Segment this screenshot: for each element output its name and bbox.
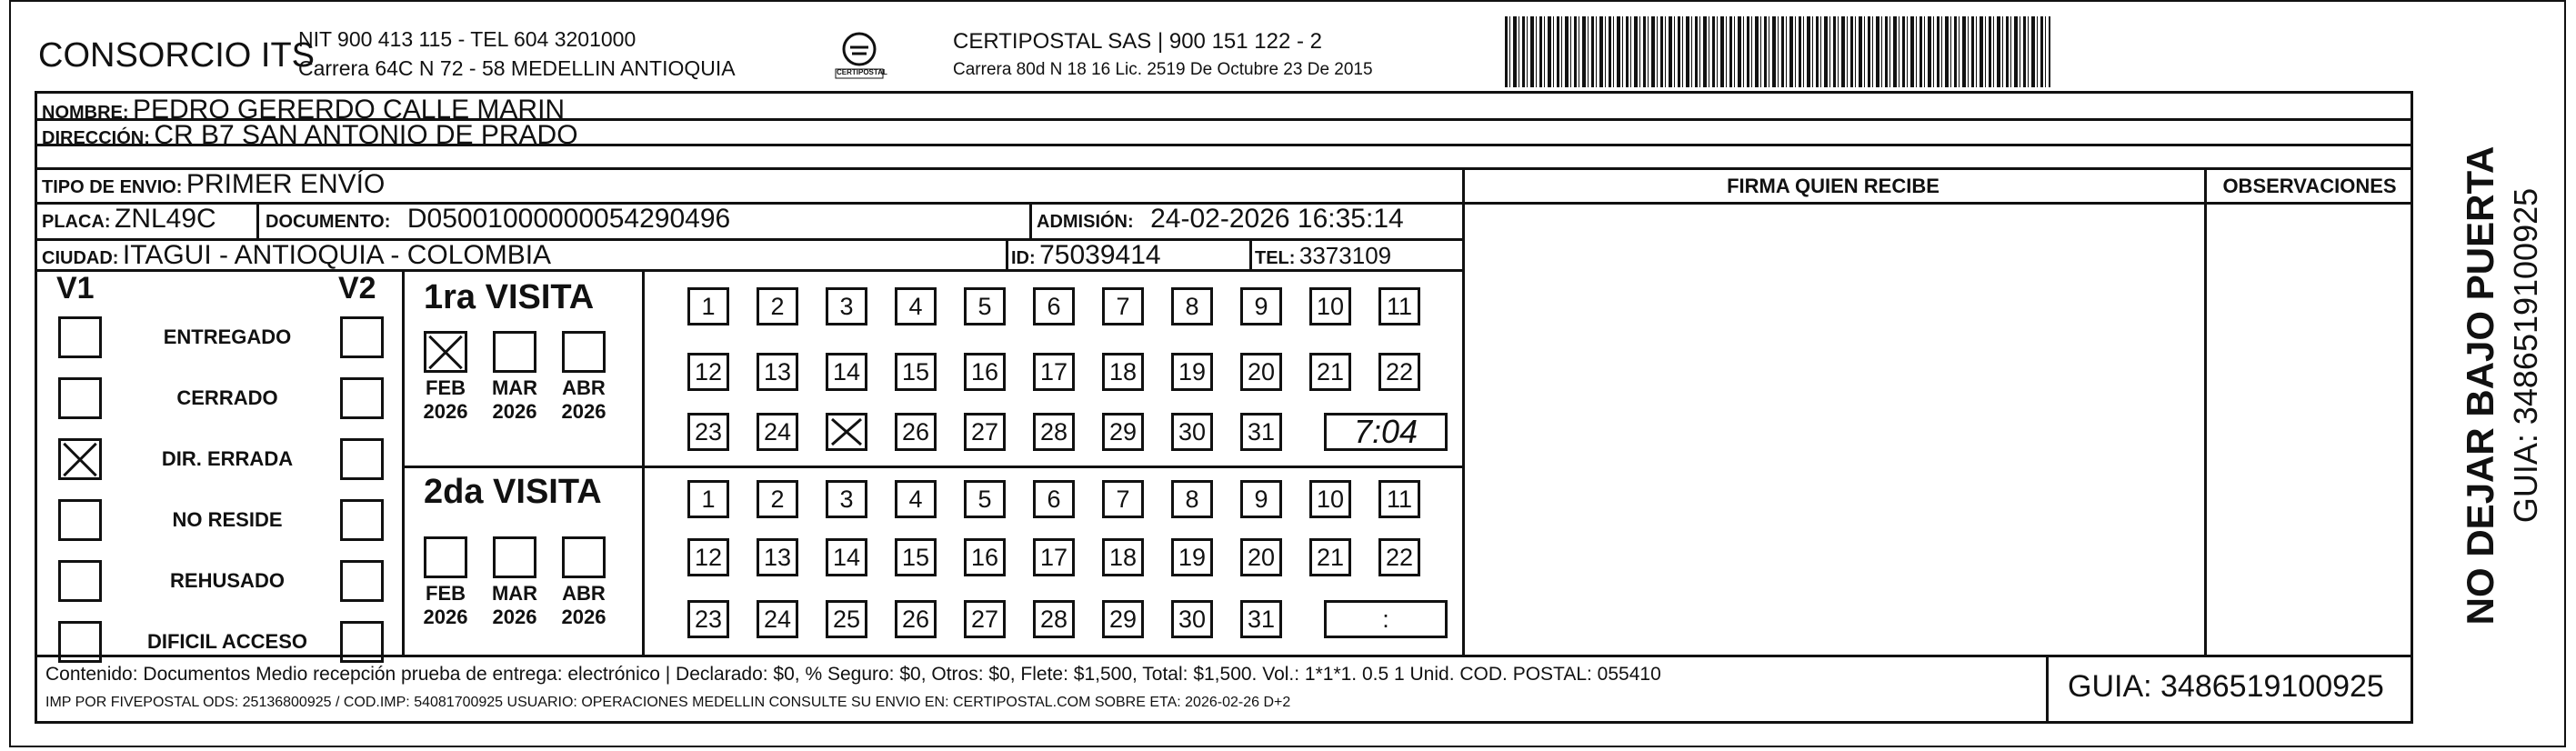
no-dejar-warning: NO DEJAR BAJO PUERTA xyxy=(2459,145,2501,626)
day-box[interactable]: 18 xyxy=(1102,353,1144,391)
month-label: MAR 2026 xyxy=(491,376,538,423)
day-box[interactable]: 6 xyxy=(1033,287,1075,325)
day-box[interactable]: 28 xyxy=(1033,600,1075,638)
ciudad-value: ITAGUI - ANTIOQUIA - COLOMBIA xyxy=(122,240,552,270)
day-box[interactable]: 8 xyxy=(1171,480,1213,518)
day-box[interactable]: 1 xyxy=(687,287,729,325)
tipo-label: TIPO DE ENVIO: xyxy=(42,177,183,197)
day-box[interactable]: 26 xyxy=(895,413,937,451)
status-option-label: REHUSADO xyxy=(170,569,285,592)
day-box[interactable]: 24 xyxy=(757,413,798,451)
day-box[interactable]: 27 xyxy=(964,413,1006,451)
certipostal-logo xyxy=(832,29,887,84)
day-box[interactable]: 13 xyxy=(757,353,798,391)
day-box[interactable]: 17 xyxy=(1033,353,1075,391)
firma-area[interactable] xyxy=(1466,205,2200,653)
month-checkbox[interactable] xyxy=(424,536,467,578)
day-box[interactable]: 29 xyxy=(1102,413,1144,451)
status-option-label: ENTREGADO xyxy=(163,325,292,348)
status-option-label: DIR. ERRADA xyxy=(161,447,294,470)
day-box[interactable]: 31 xyxy=(1240,413,1282,451)
footer-guia: GUIA: 3486519100925 xyxy=(2068,669,2384,704)
day-box[interactable]: 8 xyxy=(1171,287,1213,325)
month-label: ABR 2026 xyxy=(561,582,606,628)
v2-label: V2 xyxy=(338,271,376,305)
day-box[interactable]: 22 xyxy=(1378,353,1420,391)
id-value: 75039414 xyxy=(1039,240,1161,270)
v1-checkbox[interactable] xyxy=(58,377,102,419)
placa-value: ZNL49C xyxy=(115,204,216,234)
day-box[interactable]: 26 xyxy=(895,600,937,638)
day-box[interactable]: 7 xyxy=(1102,287,1144,325)
logo-text: CERTIPOSTAL xyxy=(837,68,887,76)
observaciones-area[interactable] xyxy=(2208,205,2410,653)
day-box[interactable]: 29 xyxy=(1102,600,1144,638)
barcode xyxy=(1505,16,2050,87)
month-checkbox[interactable] xyxy=(493,536,536,578)
admision-label: ADMISIÓN: xyxy=(1037,212,1134,232)
day-box[interactable]: 12 xyxy=(687,538,729,576)
v1-checkbox[interactable] xyxy=(58,316,102,358)
day-box[interactable]: 28 xyxy=(1033,413,1075,451)
v2-checkbox[interactable] xyxy=(340,560,384,602)
tel-label: TEL: xyxy=(1255,248,1296,268)
day-box[interactable]: 17 xyxy=(1033,538,1075,576)
day-box[interactable]: 3 xyxy=(826,480,867,518)
company-name: CONSORCIO ITS xyxy=(38,36,316,75)
documento-label: DOCUMENTO: xyxy=(266,212,391,232)
day-box[interactable]: 9 xyxy=(1240,287,1282,325)
v2-checkbox[interactable] xyxy=(340,438,384,480)
first-visit-title: 1ra VISITA xyxy=(424,278,595,316)
day-box[interactable]: 9 xyxy=(1240,480,1282,518)
documento-row xyxy=(266,204,730,235)
x-mark-icon xyxy=(828,416,865,448)
day-box[interactable]: 24 xyxy=(757,600,798,638)
day-box[interactable]: 14 xyxy=(826,353,867,391)
day-box[interactable]: 19 xyxy=(1171,538,1213,576)
day-box[interactable]: 3 xyxy=(826,287,867,325)
day-box[interactable]: 16 xyxy=(964,538,1006,576)
contenido-line: Contenido: Documentos Medio recepción prueba de entrega: electrónico | Declarado: $0, % Seguro: $0, Otros: $0, Flete: $1,500, Total: $1,500. Vol.: 1*1*1. 0.5 1 Unid. COD. POSTAL: 055410 xyxy=(45,664,1661,685)
day-box[interactable] xyxy=(826,413,867,451)
admision-value: 24-02-2026 16:35:14 xyxy=(1150,204,1404,234)
time-box[interactable]: : xyxy=(1324,600,1448,638)
day-box[interactable]: 7 xyxy=(1102,480,1144,518)
day-box[interactable]: 6 xyxy=(1033,480,1075,518)
firma-header: FIRMA QUIEN RECIBE xyxy=(1727,175,1940,197)
v1-label: V1 xyxy=(56,271,95,305)
month-label: FEB 2026 xyxy=(423,376,468,423)
v1-checkbox[interactable] xyxy=(58,621,102,663)
day-box[interactable]: 18 xyxy=(1102,538,1144,576)
day-box[interactable]: 22 xyxy=(1378,538,1420,576)
month-label: MAR 2026 xyxy=(491,582,538,628)
day-box[interactable]: 15 xyxy=(895,353,937,391)
direccion-row xyxy=(42,120,578,151)
courier-address: Carrera 80d N 18 16 Lic. 2519 De Octubre 23 De 2015 xyxy=(953,60,1373,79)
day-box[interactable]: 30 xyxy=(1171,413,1213,451)
v2-checkbox[interactable] xyxy=(340,499,384,541)
day-box[interactable]: 12 xyxy=(687,353,729,391)
side-text xyxy=(2417,0,2562,751)
second-visit-title: 2da VISITA xyxy=(424,473,602,511)
day-box[interactable]: 23 xyxy=(687,600,729,638)
day-box[interactable]: 30 xyxy=(1171,600,1213,638)
day-box[interactable]: 25 xyxy=(826,600,867,638)
month-label: FEB 2026 xyxy=(423,582,468,628)
v2-checkbox[interactable] xyxy=(340,621,384,663)
company-address: Carrera 64C N 72 - 58 MEDELLIN ANTIOQUIA xyxy=(298,56,736,80)
side-guia: GUIA: 3486519100925 xyxy=(2507,187,2544,524)
day-box[interactable]: 5 xyxy=(964,480,1006,518)
day-box[interactable]: 14 xyxy=(826,538,867,576)
ciudad-row xyxy=(42,240,551,271)
v1-checkbox[interactable] xyxy=(58,560,102,602)
month-checkbox[interactable] xyxy=(493,331,536,373)
day-box[interactable]: 10 xyxy=(1309,287,1351,325)
nombre-label: NOMBRE: xyxy=(42,103,129,123)
v1-checkbox[interactable] xyxy=(58,499,102,541)
month-checkbox[interactable] xyxy=(562,331,606,373)
day-box[interactable]: 16 xyxy=(964,353,1006,391)
tel-row xyxy=(1255,242,1391,270)
company-nit: NIT 900 413 115 - TEL 604 3201000 xyxy=(298,27,636,51)
nombre-value: PEDRO GERERDO CALLE MARIN xyxy=(133,95,566,125)
day-box[interactable]: 1 xyxy=(687,480,729,518)
status-option-label: DIFICIL ACCESO xyxy=(146,630,307,653)
day-box[interactable]: 4 xyxy=(895,287,937,325)
direccion-value: CR B7 SAN ANTONIO DE PRADO xyxy=(154,120,578,150)
v2-checkbox[interactable] xyxy=(340,377,384,419)
day-box[interactable]: 2 xyxy=(757,287,798,325)
status-option-label: NO RESIDE xyxy=(172,508,283,531)
day-box[interactable]: 11 xyxy=(1378,287,1420,325)
admision-row xyxy=(1037,204,1404,235)
day-box[interactable]: 21 xyxy=(1309,538,1351,576)
observaciones-header: OBSERVACIONES xyxy=(2222,175,2397,197)
tel-value: 3373109 xyxy=(1298,242,1392,269)
courier-name: CERTIPOSTAL SAS | 900 151 122 - 2 xyxy=(953,29,1322,54)
day-box[interactable]: 23 xyxy=(687,413,729,451)
day-box[interactable]: 31 xyxy=(1240,600,1282,638)
day-box[interactable]: 27 xyxy=(964,600,1006,638)
documento-value: D05001000000054290496 xyxy=(406,204,731,234)
month-checkbox[interactable] xyxy=(562,536,606,578)
id-label: ID: xyxy=(1011,248,1036,268)
status-option-label: CERRADO xyxy=(176,386,278,409)
day-box[interactable]: 19 xyxy=(1171,353,1213,391)
placa-label: PLACA: xyxy=(42,212,111,232)
day-box[interactable]: 21 xyxy=(1309,353,1351,391)
day-box[interactable]: 13 xyxy=(757,538,798,576)
day-box[interactable]: 2 xyxy=(757,480,798,518)
month-label: ABR 2026 xyxy=(561,376,606,423)
time-box[interactable]: 7:04 xyxy=(1324,413,1448,451)
direccion-label: DIRECCIÓN: xyxy=(42,128,150,148)
day-box[interactable]: 5 xyxy=(964,287,1006,325)
day-box[interactable]: 15 xyxy=(895,538,937,576)
v1-checkbox[interactable] xyxy=(58,438,102,480)
v2-checkbox[interactable] xyxy=(340,316,384,358)
day-box[interactable]: 11 xyxy=(1378,480,1420,518)
day-box[interactable]: 10 xyxy=(1309,480,1351,518)
id-row xyxy=(1011,240,1161,271)
ciudad-label: CIUDAD: xyxy=(42,248,119,268)
tipo-value: PRIMER ENVÍO xyxy=(185,169,386,199)
placa-row xyxy=(42,204,216,235)
month-checkbox[interactable] xyxy=(424,331,467,373)
day-box[interactable]: 20 xyxy=(1240,538,1282,576)
day-box[interactable]: 20 xyxy=(1240,353,1282,391)
tipo-row xyxy=(42,169,385,200)
day-box[interactable]: 4 xyxy=(895,480,937,518)
imp-line: IMP POR FIVEPOSTAL ODS: 25136800925 / COD.IMP: 54081700925 USUARIO: OPERACIONES MEDELLIN CONSULTE SU ENVIO EN: CERTIPOSTAL.COM SOBRE ETA: 2026-02-26 D+2 xyxy=(45,695,1291,710)
